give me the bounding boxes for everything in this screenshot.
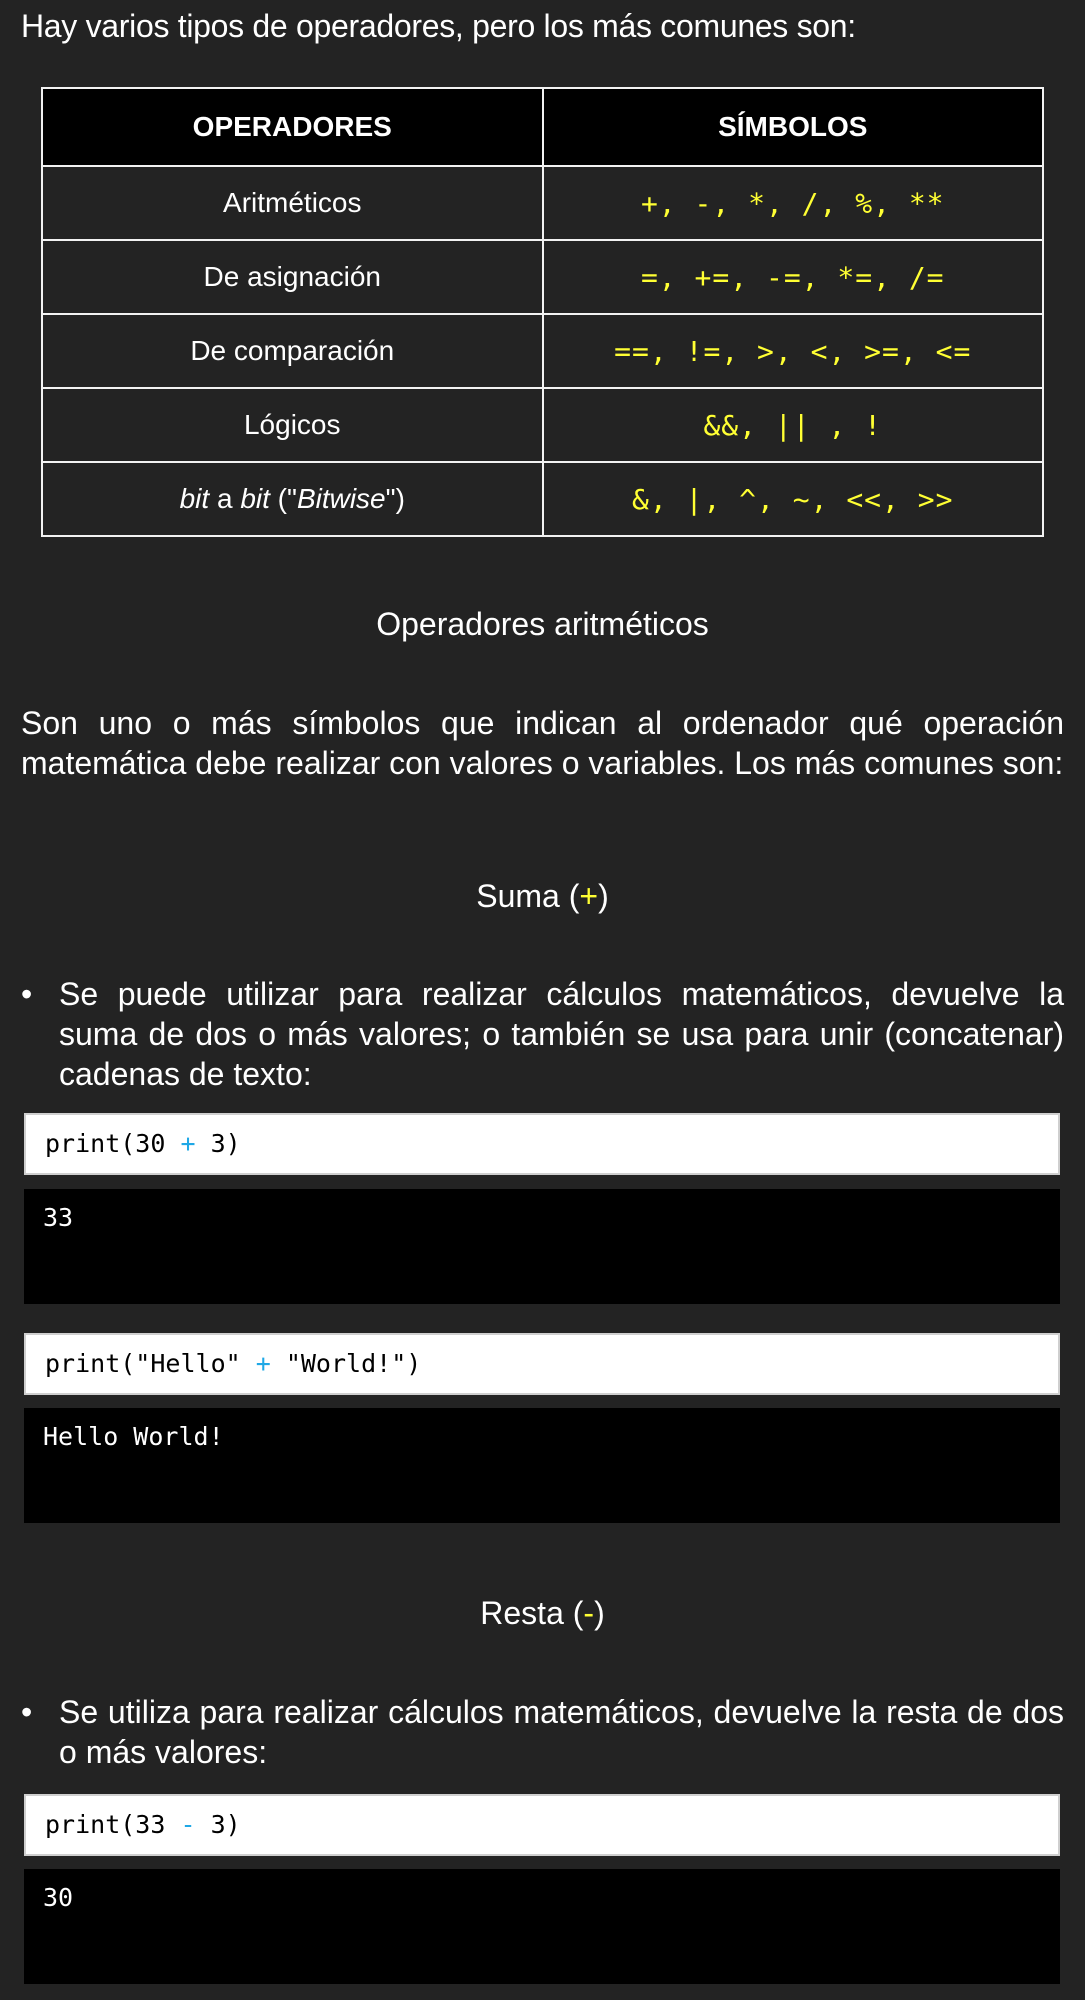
plus-symbol: +: [579, 878, 599, 914]
resta-heading: [0, 1595, 1085, 1632]
bullet-icon: •: [21, 976, 33, 1012]
operators-table: [41, 87, 1044, 537]
type-part: a: [209, 483, 241, 514]
intro-text: Hay varios tipos de operadores, pero los más comunes son:: [21, 8, 856, 44]
type-italic-part: bit: [240, 483, 270, 514]
resta-bullet: [21, 1692, 1064, 1772]
type-part: "): [385, 483, 405, 514]
operator-symbols: &&, || , !: [543, 388, 1044, 462]
heading-text: Resta (: [480, 1595, 584, 1631]
code-text: 3): [195, 1810, 241, 1839]
code-block: [24, 1333, 1060, 1395]
code-operator: +: [180, 1129, 196, 1158]
code-block: [24, 1113, 1060, 1175]
operator-type: Lógicos: [42, 388, 543, 462]
operator-type: Aritméticos: [42, 166, 543, 240]
code-operator: -: [180, 1810, 196, 1839]
bullet-icon: •: [21, 1694, 33, 1730]
code-text: print("Hello": [45, 1349, 256, 1378]
output-block: Hello World!: [24, 1408, 1060, 1523]
operator-type: De asignación: [42, 240, 543, 314]
table-row: [42, 240, 1043, 314]
type-part: (": [269, 483, 297, 514]
operator-symbols: =, +=, -=, *=, /=: [543, 240, 1044, 314]
suma-heading: [0, 878, 1085, 915]
table-row: [42, 462, 1043, 536]
type-italic-part: Bitwise: [296, 483, 386, 514]
bullet-text: Se puede utilizar para realizar cálculos matemáticos, devuelve la suma de dos o más valores; o también se usa para unir (concatenar) cadenas de texto:: [59, 976, 1064, 1092]
code-text: 3): [195, 1129, 241, 1158]
bullet-text: Se utiliza para realizar cálculos matemáticos, devuelve la resta de dos o más valores:: [59, 1694, 1064, 1770]
table-row: [42, 314, 1043, 388]
code-text: print(30: [45, 1129, 181, 1158]
output-block: 30: [24, 1869, 1060, 1984]
header-operadores: OPERADORES: [42, 88, 543, 166]
header-simbolos: SÍMBOLOS: [543, 88, 1044, 166]
code-text: print(33: [45, 1810, 181, 1839]
code-text: "World!"): [270, 1349, 422, 1378]
operator-symbols: ==, !=, >, <, >=, <=: [543, 314, 1044, 388]
code-operator: +: [255, 1349, 271, 1378]
operator-type: De comparación: [42, 314, 543, 388]
output-block: 33: [24, 1189, 1060, 1304]
table-row: [42, 166, 1043, 240]
minus-symbol: -: [583, 1595, 595, 1631]
operator-symbols: +, -, *, /, %, **: [543, 166, 1044, 240]
code-block: [24, 1794, 1060, 1856]
heading-text: Suma (: [476, 878, 580, 914]
section-title: Operadores aritméticos: [376, 606, 709, 642]
arith-description: Son uno o más símbolos que indican al ordenador qué operación matemática debe realizar con valores o variables. Los más comunes son:: [21, 705, 1064, 781]
type-italic-part: bit: [179, 483, 210, 514]
heading-text: ): [598, 878, 609, 914]
operator-symbols: &, |, ^, ~, <<, >>: [543, 462, 1044, 536]
suma-bullet: [21, 974, 1064, 1094]
table-row: [42, 388, 1043, 462]
table-header-row: [42, 88, 1043, 166]
heading-text: ): [594, 1595, 605, 1631]
operator-type: [42, 462, 543, 536]
